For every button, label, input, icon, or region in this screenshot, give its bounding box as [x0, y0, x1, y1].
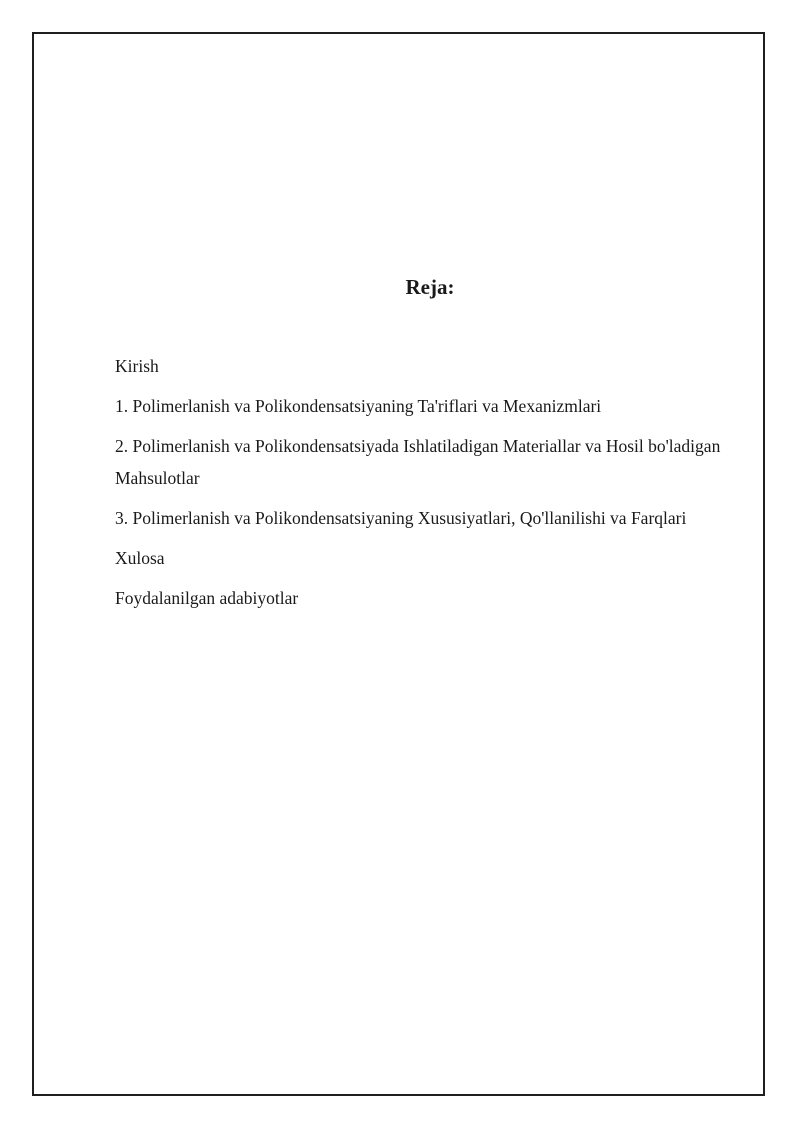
- table-of-contents: [115, 350, 740, 622]
- toc-item-introduction: Kirish: [115, 356, 159, 376]
- toc-item-section-2: 2. Polimerlanish va Polikondensatsiyada Ishlatiladigan Materiallar va Hosil bo'ladigan Mahsulotlar: [115, 436, 721, 488]
- toc-item-conclusion: Xulosa: [115, 548, 165, 568]
- page-title: Reja:: [405, 275, 455, 299]
- toc-item-section-3: 3. Polimerlanish va Polikondensatsiyaning Xususiyatlari, Qo'llanilishi va Farqlari: [115, 508, 687, 528]
- toc-item-section-1: 1. Polimerlanish va Polikondensatsiyaning Ta'riflari va Mexanizmlari: [115, 396, 602, 416]
- toc-item-references: Foydalanilgan adabiyotlar: [115, 588, 299, 608]
